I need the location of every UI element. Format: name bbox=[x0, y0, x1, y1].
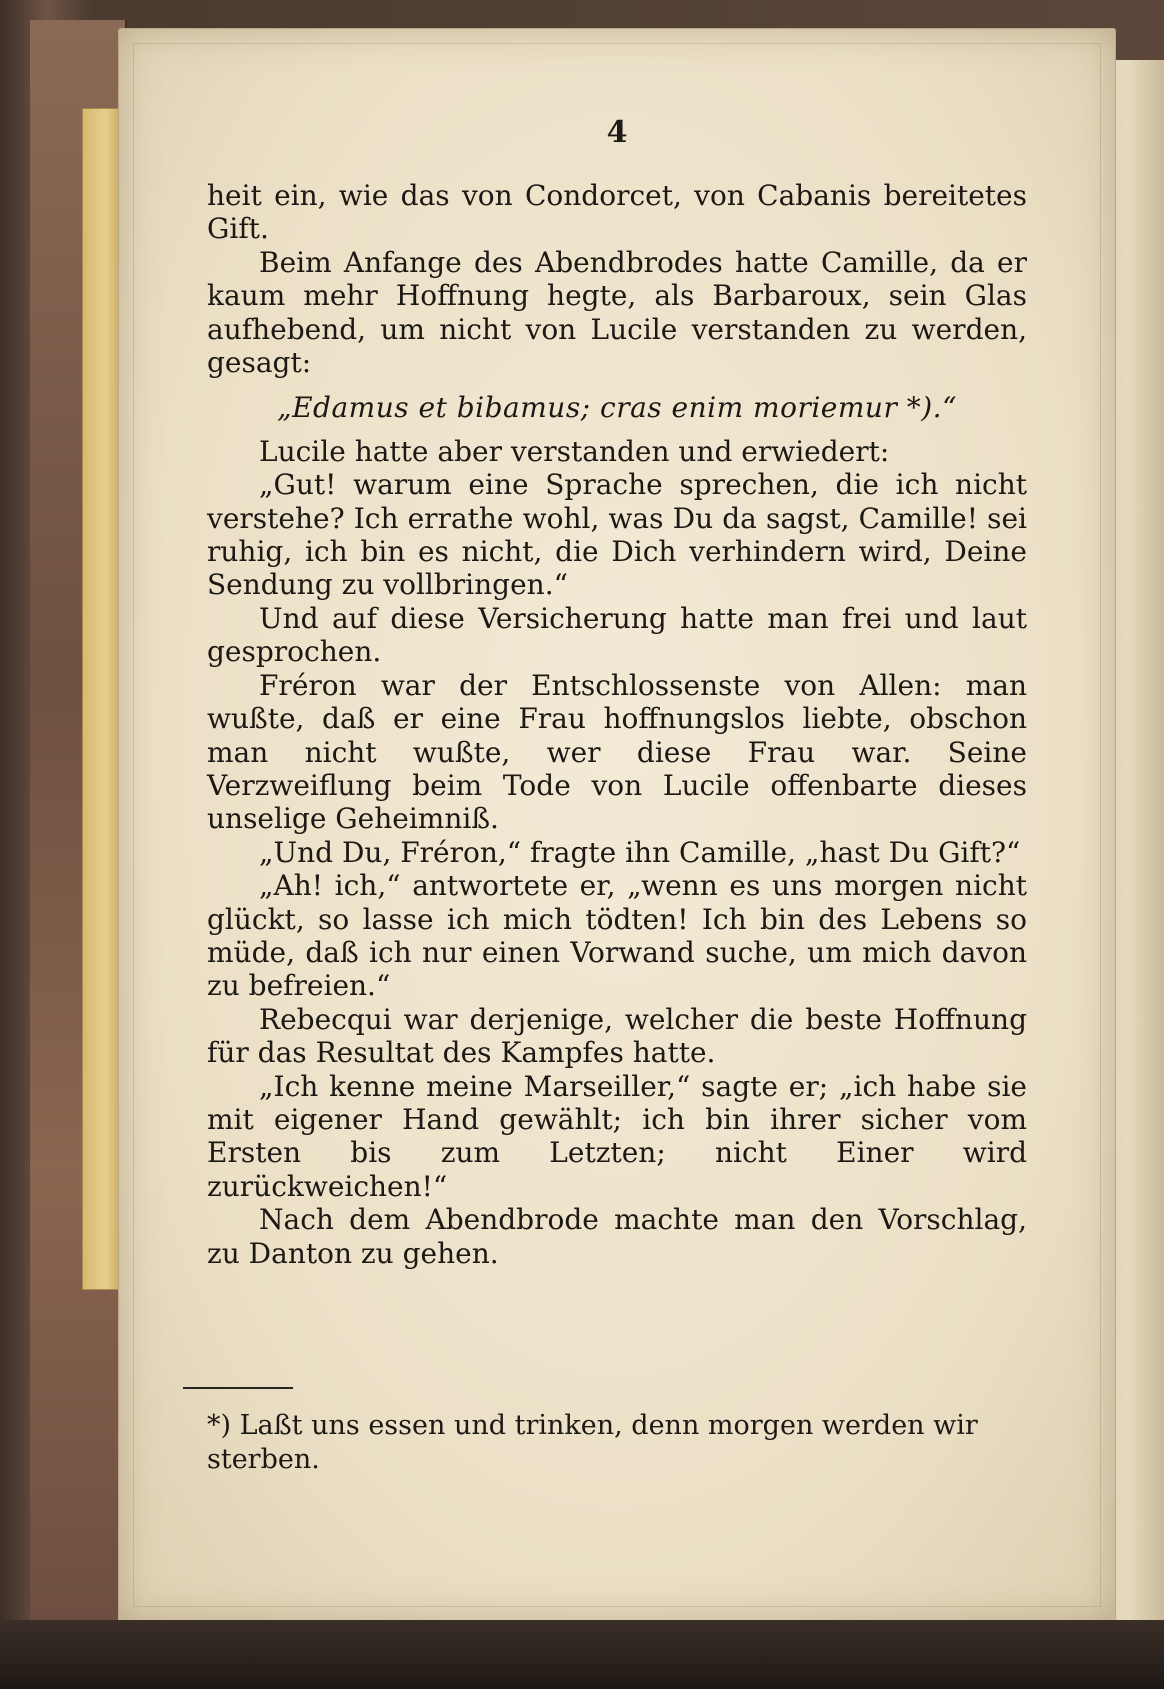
paragraph: „Und Du, Fréron,“ fragte ihn Camille, „hast Du Gift?“ bbox=[259, 835, 1021, 869]
page-number: 4 bbox=[606, 115, 628, 150]
paragraph: Nach dem Abendbrode machte man den Vorschlag, zu Danton zu gehen. bbox=[207, 1203, 1027, 1270]
paragraph: Rebecqui war derjenige, welcher die beste Hoffnung für das Resultat des Kampfes hatte. bbox=[207, 1002, 1027, 1070]
latin-quote: „Edamus et bibamus; cras enim moriemur *).“ bbox=[277, 391, 957, 425]
footnote-rule bbox=[183, 1387, 293, 1389]
paragraph: heit ein, wie das von Condorcet, von Cabanis bereitetes Gift. bbox=[207, 179, 1027, 246]
paragraph: Beim Anfange des Abendbrodes hatte Camille, da er kaum mehr Hoffnung hegte, als Barbaroux, sein Glas aufhebend, um nicht von Lucile verstanden zu werden, gesagt: bbox=[207, 245, 1027, 380]
paragraph: Und auf diese Versicherung hatte man frei und laut gesprochen. bbox=[207, 601, 1027, 669]
table-surface bbox=[0, 1620, 1164, 1689]
paragraph: Fréron war der Entschlossenste von Allen: man wußte, daß er eine Frau hoffnungslos liebte, obschon man nicht wußte, wer diese Frau war. Seine Verzweiflung beim Tode von Lucile offenbarte dieses unselige Geheimniß. bbox=[207, 668, 1027, 836]
paragraph: „Gut! warum eine Sprache sprechen, die ich nicht verstehe? Ich errathe wohl, was Du da sagst, Camille! sei ruhig, ich bin es nicht, die Dich verhindern wird, Deine Sendung zu vollbringen.“ bbox=[207, 468, 1027, 602]
body-text bbox=[207, 179, 1027, 1270]
paragraph: Lucile hatte aber verstanden und erwiedert: bbox=[259, 434, 890, 468]
book-page bbox=[118, 28, 1116, 1622]
paragraph: „Ich kenne meine Marseiller,“ sagte er; „ich habe sie mit eigener Hand gewählt; ich bin ihrer sicher vom Ersten bis zum Letzten; nicht Einer wird zurückweichen!“ bbox=[207, 1069, 1027, 1203]
paragraph: „Ah! ich,“ antwortete er, „wenn es uns morgen nicht glückt, so lasse ich mich tödten! Ich bin des Lebens so müde, daß ich nur einen Vorwand suche, um mich davon zu befreien.“ bbox=[207, 869, 1027, 1003]
footnote: *) Laßt uns essen und trinken, denn morgen werden wir sterben. bbox=[207, 1410, 978, 1475]
paper-bookmark bbox=[82, 108, 122, 1290]
